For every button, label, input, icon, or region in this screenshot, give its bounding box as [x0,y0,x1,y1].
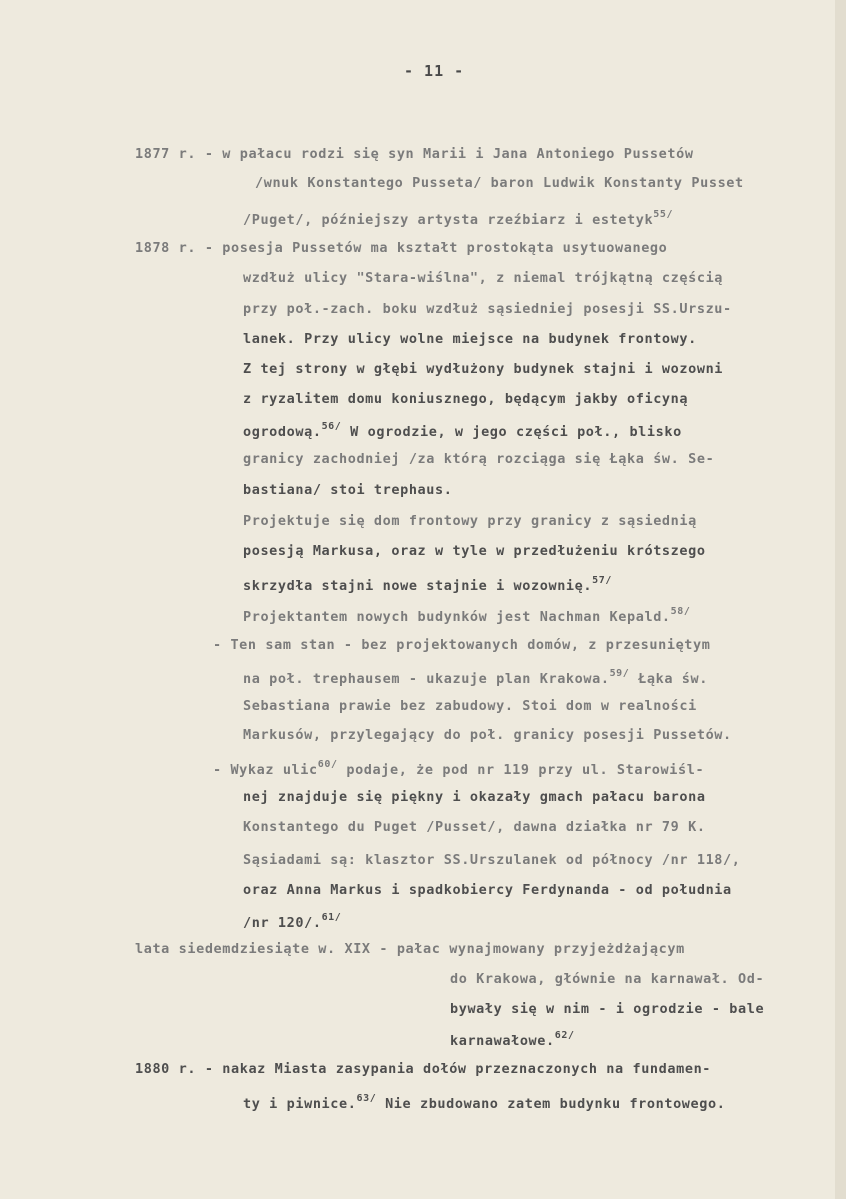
text-line [243,606,691,625]
text-line [243,789,706,805]
text-line-content: - Wykaz ulic [213,762,318,778]
text-line-content: ty i piwnice. [243,1096,357,1112]
text-line-content: wzdłuż ulicy "Stara-wiślna", z niemal trójkątną częścią [243,270,724,286]
text-line-content: przy poł.-zach. boku wzdłuż sąsiedniej posesji SS.Urszu- [243,301,732,317]
text-line-continuation: Łąka św. [629,671,708,687]
footnote-reference: 55/ [653,209,674,220]
page-number: - 11 - [404,62,465,80]
footnote-reference: 60/ [317,759,338,770]
text-line-content: Projektuje się dom frontowy przy granicy z sąsiednią [243,513,697,529]
text-line [243,575,612,594]
text-line-content: nej znajduje się piękny i okazały gmach pałacu barona [243,789,706,805]
footnote-reference: 57/ [592,575,612,586]
text-line-content: oraz Anna Markus i spadkobiercy Ferdynanda - od południa [243,882,732,898]
text-line-content: Projektantem nowych budynków jest Nachman Kepald. [243,609,671,625]
text-line-content: Konstantego du Puget /Pusset/, dawna działka nr 79 K. [243,819,706,835]
text-line-content: Sąsiadami są: klasztor SS.Urszulanek od północy /nr 118/, [243,852,741,868]
text-line [243,852,740,868]
text-line-content: skrzydła stajni nowe stajnie i wozownię. [243,578,593,594]
text-line-content: 1880 r. - nakaz Miasta zasypania dołów przeznaczonych na fundamen- [135,1061,712,1077]
text-line [243,209,673,228]
text-line-content: lata siedemdziesiąte w. XIX - pałac wynajmowany przyjeżdżającym [135,941,685,957]
text-line-content: 1878 r. - posesja Pussetów ma kształt prostokąta usytuowanego [135,240,668,256]
text-line-content: granicy zachodniej /za którą rozciąga się Łąka św. Se- [243,451,715,467]
text-line [135,1061,711,1077]
text-line [450,1001,764,1017]
footnote-reference: 63/ [356,1093,377,1104]
page-edge [835,0,846,1199]
text-line [243,513,697,529]
text-line-continuation: podaje, że pod nr 119 przy ul. Starowiśl- [337,762,705,778]
text-line [135,240,667,256]
text-line-content: /nr 120/. [243,915,322,931]
text-line [243,727,732,743]
footnote-reference: 59/ [609,668,630,679]
text-line-content: posesją Markusa, oraz w tyle w przedłużeniu krótszego [243,543,706,559]
text-line [243,912,341,931]
text-line-content: Markusów, przylegający do poł. granicy posesji Pussetów. [243,727,732,743]
text-line-content: Z tej strony w głębi wydłużony budynek stajni i wozowni [243,361,724,377]
text-line-content: lanek. Przy ulicy wolne miejsce na budynek frontowy. [243,331,697,347]
text-line [243,391,688,407]
text-line [243,451,714,467]
text-line-content: - Ten sam stan - bez projektowanych domów, z przesuniętym [213,637,711,653]
text-line [243,543,706,559]
text-line [243,301,732,317]
footnote-reference: 56/ [321,421,342,432]
text-line-content: bywały się w nim - i ogrodzie - bale [450,1001,765,1017]
text-line-content: do Krakowa, głównie na karnawał. Od- [450,971,765,987]
text-line-content: na poł. trephausem - ukazuje plan Krakowa. [243,671,610,687]
text-line [450,1030,575,1049]
text-line-continuation: Nie zbudowano zatem budynku frontowego. [376,1096,726,1112]
text-line [243,361,723,377]
text-line [213,759,704,778]
text-line [255,175,744,191]
footnote-reference: 61/ [321,912,342,923]
text-line [243,668,708,687]
text-line-content: /wnuk Konstantego Pusseta/ baron Ludwik Konstanty Pusset [255,175,744,191]
text-line [213,637,710,653]
text-line [243,882,732,898]
text-line [243,482,452,498]
footnote-reference: 62/ [554,1030,575,1041]
text-line-content: ogrodową. [243,424,322,440]
text-line [135,941,685,957]
text-line [243,270,723,286]
footnote-reference: 58/ [670,606,691,617]
text-line-content: bastiana/ stoi trephaus. [243,482,453,498]
text-line [243,1093,725,1112]
text-line [135,146,694,162]
text-line [450,971,764,987]
text-line-continuation: W ogrodzie, w jego części poł., blisko [341,424,682,440]
text-line-content: z ryzalitem domu koniusznego, będącym jakby oficyną [243,391,689,407]
text-line-content: /Puget/, późniejszy artysta rzeźbiarz i estetyk [243,212,654,228]
text-line [243,819,706,835]
text-line [243,331,697,347]
text-line-content: 1877 r. - w pałacu rodzi się syn Marii i Jana Antoniego Pussetów [135,146,694,162]
text-line-content: karnawałowe. [450,1033,555,1049]
text-line-content: Sebastiana prawie bez zabudowy. Stoi dom w realności [243,698,697,714]
text-line [243,421,682,440]
text-line [243,698,697,714]
